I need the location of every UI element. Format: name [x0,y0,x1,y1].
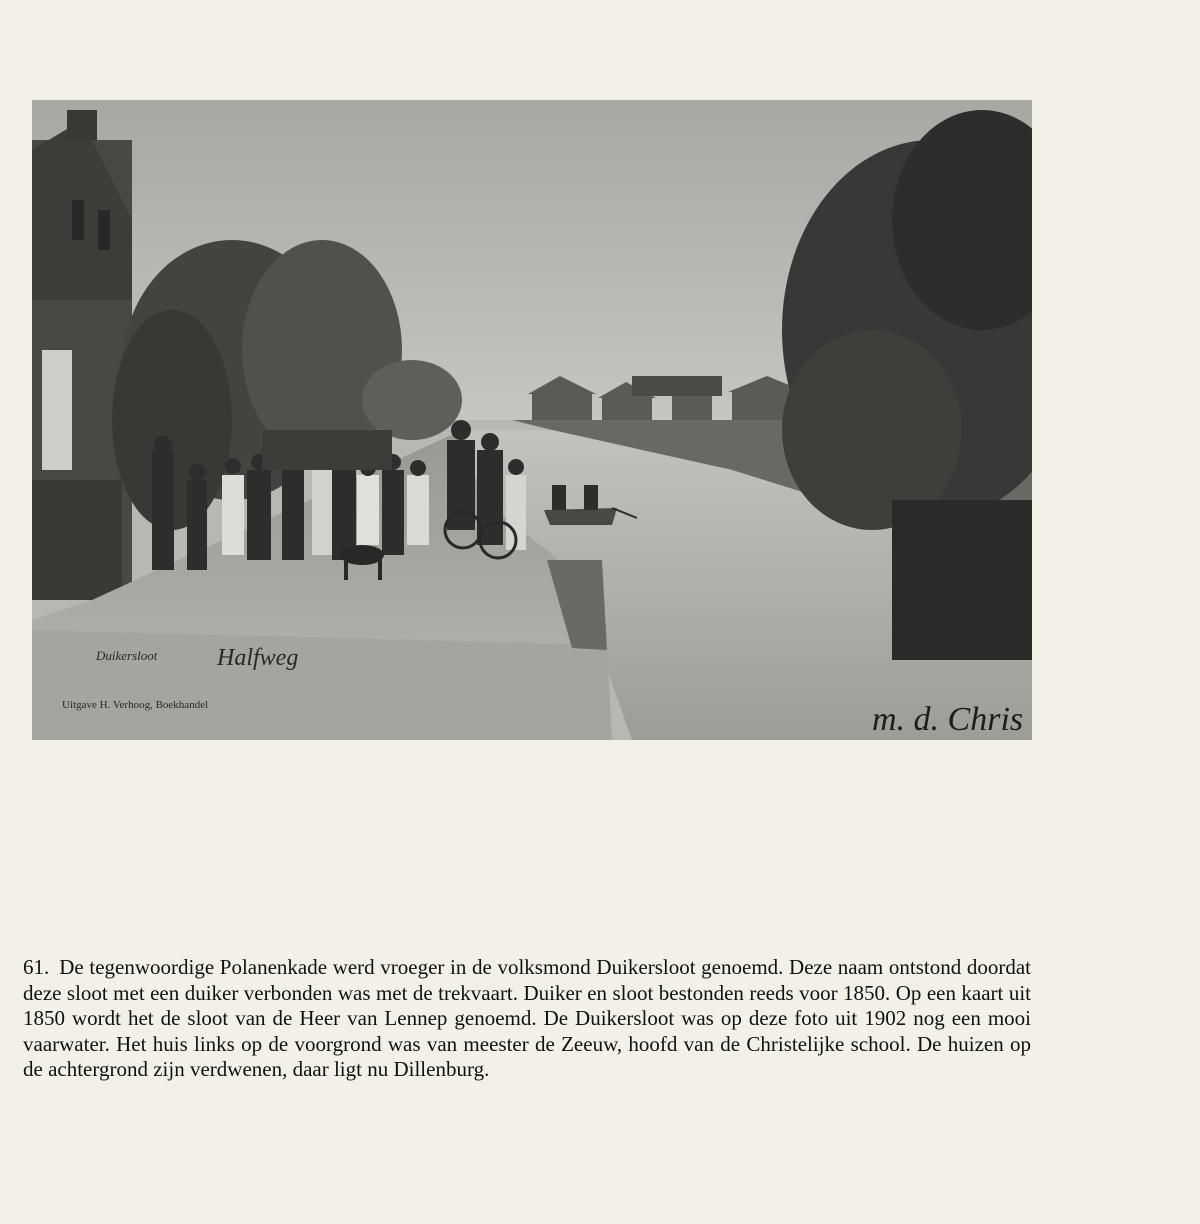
photo-scene [32,100,1032,740]
handwritten-signature: m. d. Chris [872,701,1024,738]
caption-text: De tegenwoordige Polanenkade werd vroeger in de volksmond Duikersloot genoemd. Deze naam ontstond doordat deze sloot met een duiker verbonden was met de trekvaart. Duiker en sloot bestonden reeds voor 1850. Op een kaart uit 1850 wordt het de sloot van de Heer van Lennep genoemd. De Duikersloot was op deze foto uit 1902 nog een mooi vaarwater. Het huis links op de voorgrond was van meester de Zeeuw, hoofd van de Christelijke school. De huizen op de achtergrond zijn verdwenen, daar ligt nu Dillenburg. [23,955,1031,1081]
caption-number: 61. [23,955,50,979]
title-label: Halfweg [217,645,299,671]
left-house [32,110,132,600]
foreground-road [32,630,612,740]
historic-photo [32,100,1032,740]
caption [23,955,1031,1083]
place-label: Duikersloot [96,648,158,663]
publisher-label: Uitgave H. Verhoog, Boekhandel [62,699,209,711]
